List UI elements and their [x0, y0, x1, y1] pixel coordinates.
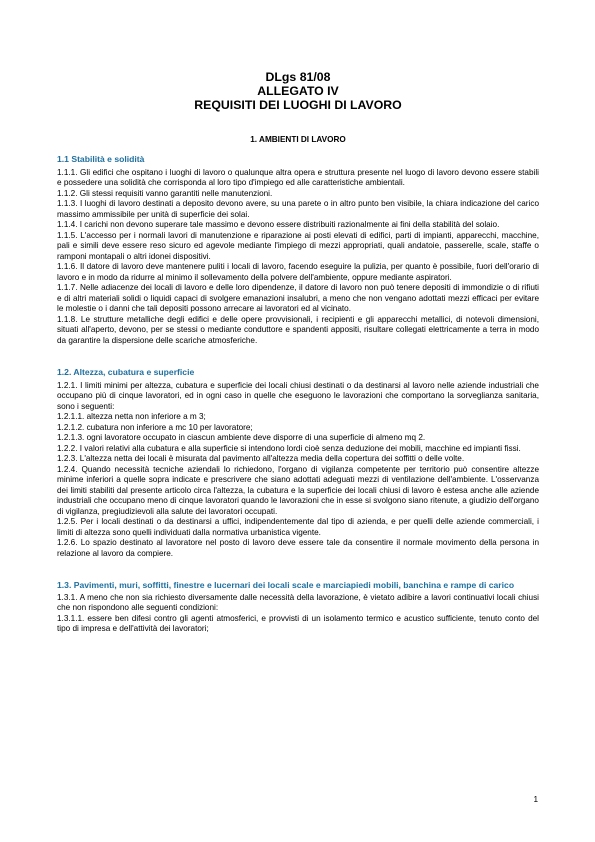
paragraph: 1.1.1. Gli edifici che ospitano i luoghi di lavoro o qualunque altra opera e struttura presente nel luogo di lavoro devono essere stabili e possedere una solidità che corrisponda al loro tipo d'impiego ed alle caratteristiche ambientali. [57, 167, 539, 187]
document-header [57, 70, 539, 112]
chapter-title: 1. AMBIENTI DI LAVORO [250, 135, 346, 144]
section-stability [57, 154, 539, 346]
paragraph: 1.1.7. Nelle adiacenze dei locali di lavoro e delle loro dipendenze, il datore di lavoro non può tenere depositi di immondizie o di rifiuti e di altri materiali solidi o liquidi capaci di svolgere emanazioni insalubri, a meno che non vengano adottati mezzi efficaci per evitare le molestie o i danni che tali depositi possono arrecare ai lavoratori ed al vicinato. [57, 283, 539, 313]
paragraph: 1.2.1.1. altezza netta non inferiore a m 3; [57, 412, 206, 421]
paragraph: 1.1.3. I luoghi di lavoro destinati a deposito devono avere, su una parete o in altro punto ben visibile, la chiara indicazione del carico massimo ammissibile per unità di superficie dei solai. [57, 199, 539, 219]
annex-subtitle: REQUISITI DEI LUOGHI DI LAVORO [194, 98, 402, 112]
section-title: 1.1 Stabilità e solidità [57, 154, 145, 164]
paragraph: 1.1.4. I carichi non devono superare tale massimo e devono essere distribuiti razionalmente ai fini della stabilità del solaio. [57, 220, 500, 229]
paragraph: 1.3.1. A meno che non sia richiesto diversamente dalle necessità della lavorazione, è vietato adibire a lavori continuativi locali chiusi che non rispondono alle seguenti condizioni: [57, 592, 539, 612]
paragraph: 1.2.1. I limiti minimi per altezza, cubatura e superficie dei locali chiusi destinati o da destinarsi al lavoro nelle aziende industriali che occupano più di cinque lavoratori, ed in ogni caso in quelle che eseguono le lavorazioni che comportano la sorveglianza sanitaria, sono i seguenti: [57, 380, 539, 411]
paragraph: 1.2.2. I valori relativi alla cubatura e alla superficie si intendono lordi cioè senza deduzione dei mobili, macchine ed impianti fissi. [57, 443, 521, 453]
paragraph: 1.1.2. Gli stessi requisiti vanno garantiti nelle manutenzioni. [57, 188, 273, 198]
paragraph: 1.1.6. Il datore di lavoro deve mantenere puliti i locali di lavoro, facendo eseguire la pulizia, per quanto è possibile, fuori dell'orario di lavoro e in modo da ridurre al minimo il sollevamento della polvere dell'ambiente, oppure mediante aspiratori. [57, 262, 539, 282]
decree-reference: DLgs 81/08 [265, 70, 331, 84]
paragraph: 1.3.1.1. essere ben difesi contro gli agenti atmosferici, e provvisti di un isolamento termico e acustico sufficiente, tenuto conto del tipo di impresa e dell'attività dei lavoratori; [57, 613, 539, 633]
paragraph: 1.2.6. Lo spazio destinato al lavoratore nel posto di lavoro deve essere tale da consentire il normale movimento della persona in relazione al lavoro da compiere. [57, 538, 539, 558]
paragraph: 1.2.1.2. cubatura non inferiore a mc 10 per lavoratore; [57, 422, 253, 432]
paragraph: 1.1.8. Le strutture metalliche degli edifici e delle opere provvisionali, i recipienti e gli apparecchi metallici, di notevoli dimensioni, situati all'aperto, devono, per se stessi o mediante conduttore e spandenti appositi, risultare collegati elettricamente a terra in modo da garantire la dispersione delle scariche atmosferiche. [57, 314, 539, 345]
paragraph: 1.2.3. L'altezza netta dei locali è misurata dal pavimento all'altezza media della copertura dei soffitti o delle volte. [57, 454, 465, 463]
paragraph: 1.2.4. Quando necessità tecniche aziendali lo richiedono, l'organo di vigilanza competente per territorio può consentire altezze minime inferiori a quelle sopra indicate e prescrivere che siano adottati adeguati mezzi di ventilazione dell'ambiente. L'osservanza dei limiti stabiliti dal presente articolo circa l'altezza, la cubatura e la superficie dei locali chiusi di lavoro è estesa anche alle aziende industriali che occupano meno di cinque lavoratori quando le lavorazioni che in esse si svolgono siano ritenute, a giudizio dell'organo di vigilanza, pregiudizievoli alla salute dei lavoratori occupati. [57, 464, 539, 516]
annex-title: ALLEGATO IV [257, 84, 339, 98]
section-title: 1.2. Altezza, cubatura e superficie [57, 367, 195, 377]
section-floors-walls [57, 580, 539, 635]
section-title: 1.3. Pavimenti, muri, soffitti, finestre e lucernari dei locali scale e marciapiedi mobili, banchina e rampe di carico [57, 580, 515, 590]
section-height-volume-surface [57, 367, 539, 559]
page-number: 1 [533, 795, 538, 804]
paragraph: 1.2.1.3. ogni lavoratore occupato in ciascun ambiente deve disporre di una superficie di almeno mq 2. [57, 433, 426, 442]
document-page [57, 70, 539, 635]
paragraph: 1.2.5. Per i locali destinati o da destinarsi a uffici, indipendentemente dal tipo di azienda, e per quelli delle aziende commerciali, i limiti di altezza sono quelli individuati dalla normativa urbanistica vigente. [57, 517, 539, 537]
paragraph: 1.1.5. L'accesso per i normali lavori di manutenzione e riparazione ai posti elevati di edifici, parti di impianti, apparecchi, macchine, pali e simili deve essere reso sicuro ed agevole mediante l'impiego di mezzi appropriati, quali andatoie, passerelle, scale, staffe o ramponi montapali o altri idonei dispositivi. [57, 230, 539, 261]
